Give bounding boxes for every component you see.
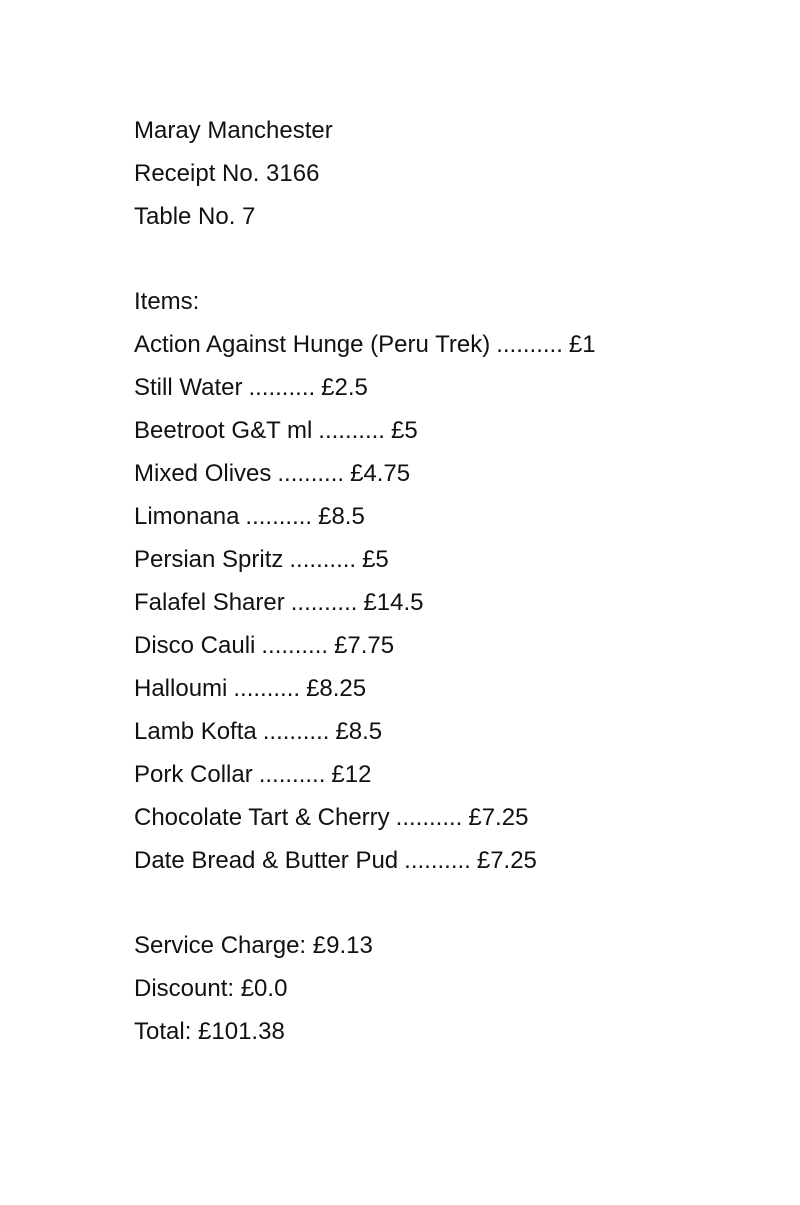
item-price: £12 <box>331 761 372 788</box>
item-price: £14.5 <box>363 589 424 616</box>
item-name: Limonana <box>134 503 240 530</box>
item-name: Persian Spritz <box>134 546 284 573</box>
item-name: Beetroot G&T ml <box>134 417 313 444</box>
item-price: £7.25 <box>468 804 529 831</box>
item-leader-dots: .......... <box>248 374 316 401</box>
item-name: Mixed Olives <box>134 460 272 487</box>
item-name: Disco Cauli <box>134 632 256 659</box>
item-row <box>134 585 734 628</box>
item-row <box>134 757 734 800</box>
item-row <box>134 370 734 413</box>
item-leader-dots: .......... <box>318 417 385 444</box>
item-leader-dots: .......... <box>258 761 326 788</box>
item-row <box>134 800 734 843</box>
item-name: Still Water <box>134 374 243 401</box>
item-price: £8.5 <box>335 718 383 745</box>
item-row <box>134 628 734 671</box>
item-leader-dots: .......... <box>245 503 313 530</box>
item-price: £8.25 <box>306 675 367 702</box>
item-price: £5 <box>390 417 418 444</box>
restaurant-name: Maray Manchester <box>134 117 333 144</box>
item-price: £7.25 <box>476 847 537 874</box>
receipt <box>134 113 734 1057</box>
service-charge: Service Charge: £9.13 <box>134 932 373 959</box>
item-row <box>134 714 734 757</box>
spacer <box>134 242 734 284</box>
item-row <box>134 499 734 542</box>
item-name: Pork Collar <box>134 761 253 788</box>
item-leader-dots: .......... <box>290 589 358 616</box>
total: Total: £101.38 <box>134 1018 285 1045</box>
item-row <box>134 456 734 499</box>
item-price: £2.5 <box>321 374 368 401</box>
item-row <box>134 671 734 714</box>
item-leader-dots: .......... <box>289 546 357 573</box>
item-row <box>134 327 734 370</box>
item-row <box>134 843 734 886</box>
receipt-number: Receipt No. 3166 <box>134 160 320 187</box>
item-name: Chocolate Tart & Cherry <box>134 804 390 831</box>
item-leader-dots: .......... <box>395 804 463 831</box>
items-list <box>134 327 734 886</box>
item-leader-dots: .......... <box>262 718 330 745</box>
item-leader-dots: .......... <box>496 331 563 358</box>
item-leader-dots: .......... <box>404 847 471 874</box>
item-row <box>134 413 734 456</box>
table-number: Table No. 7 <box>134 203 256 230</box>
item-price: £1 <box>568 331 596 358</box>
item-leader-dots: .......... <box>277 460 345 487</box>
item-price: £4.75 <box>350 460 411 487</box>
item-name: Falafel Sharer <box>134 589 285 616</box>
item-name: Date Bread & Butter Pud <box>134 847 399 874</box>
item-leader-dots: .......... <box>233 675 301 702</box>
item-name: Lamb Kofta <box>134 718 257 745</box>
item-leader-dots: .......... <box>261 632 329 659</box>
item-price: £7.75 <box>334 632 395 659</box>
item-name: Action Against Hunge (Peru Trek) <box>134 331 491 358</box>
item-price: £5 <box>362 546 389 573</box>
items-label: Items: <box>134 288 200 315</box>
item-price: £8.5 <box>318 503 365 530</box>
item-row <box>134 542 734 585</box>
item-name: Halloumi <box>134 675 228 702</box>
discount: Discount: £0.0 <box>134 975 288 1002</box>
spacer <box>134 886 734 928</box>
